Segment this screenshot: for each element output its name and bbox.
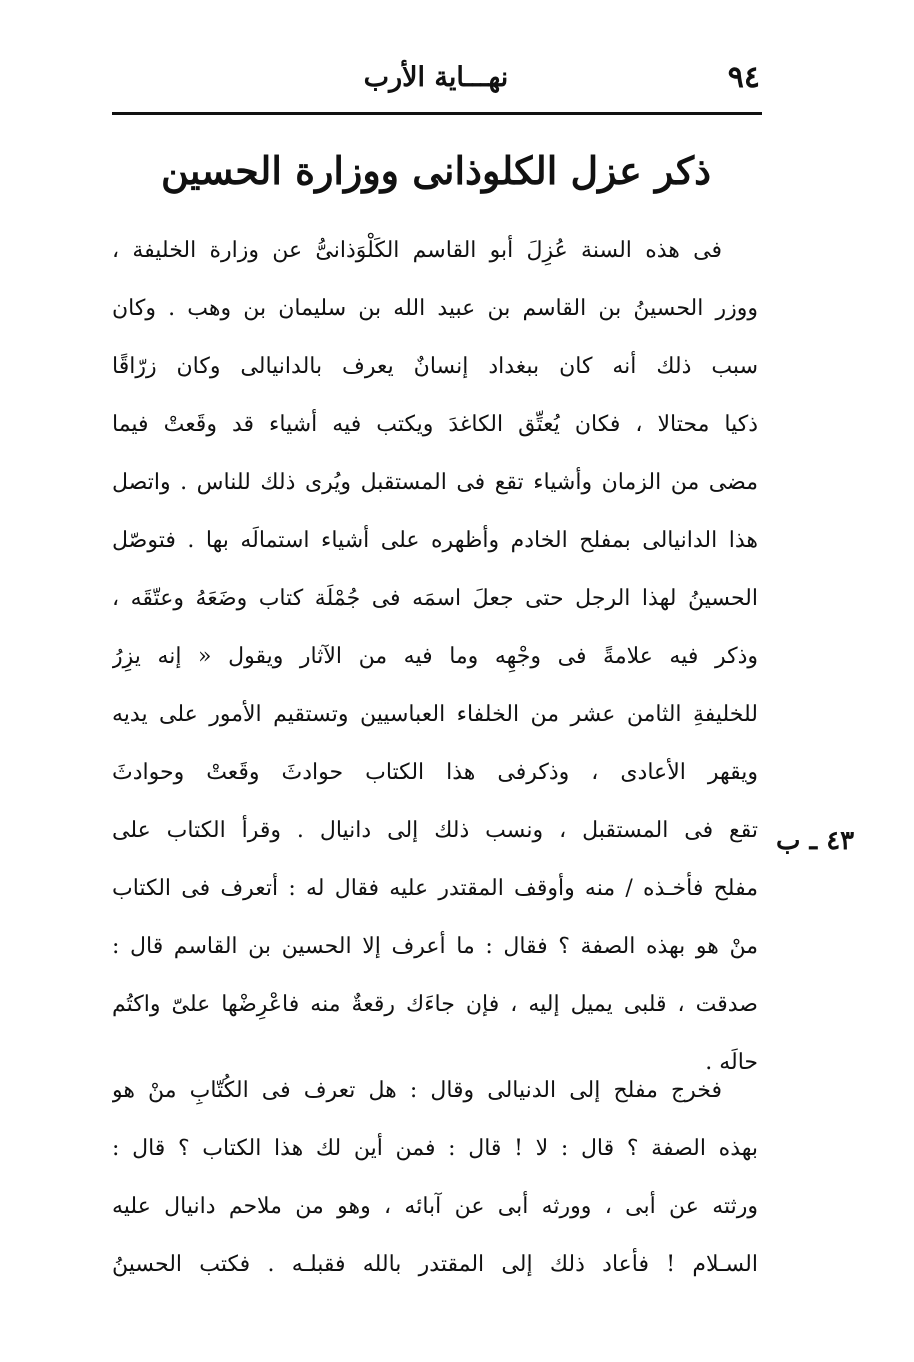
page-header (112, 58, 760, 110)
paragraph-2 (112, 1062, 758, 1294)
folio-margin-note: ٤٣ ـ ب (776, 826, 855, 856)
text-line: سبب ذلك أنه كان ببغداد إنسانٌ يعرف بالدانيالى وكان زرّاقًا (112, 354, 758, 379)
text-line: وذكر فيه علامةً فى وجْهِه وما فيه من الآثار ويقول « إنه يزِرُ (112, 644, 758, 669)
text-line: الحسينُ لهذا الرجل حتى جعلَ اسمَه فى جُمْلَة كتاب وضَعَهُ وعتّقَه ، (112, 586, 758, 611)
text-line: للخليفةِ الثامن عشر من الخلفاء العباسيين وتستقيم الأمور على يديه (112, 702, 758, 727)
page-number: ٩٤ (727, 60, 760, 95)
running-title: نهـــاية الأرب (363, 62, 509, 93)
text-line: تقع فى المستقبل ، ونسب ذلك إلى دانيال . وقرأ الكتاب على (112, 818, 758, 843)
text-line: بهذه الصفة ؟ قال : لا ! قال : فمن أين لك هذا الكتاب ؟ قال : (112, 1136, 758, 1161)
header-rule (112, 112, 762, 115)
text-line: ووزر الحسينُ بن القاسم بن عبيد الله بن سليمان بن وهب . وكان (112, 296, 758, 321)
text-line: حالَه . (705, 1050, 758, 1075)
text-line: مفلح فأخـذه / منه وأوقف المقتدر عليه فقال له : أتعرف فى الكتاب (112, 876, 758, 901)
text-line: ورثته عن أبى ، وورثه أبى عن آبائه ، وهو من ملاحم دانيال عليه (112, 1194, 758, 1219)
text-line: هذا الدانيالى بمفلح الخادم وأظهره على أشياء استمالَه بها . فتوصّل (112, 528, 758, 553)
text-line: ويقهر الأعادى ، وذكرفى هذا الكتاب حوادثَ وقَعتْ وحوادثَ (112, 760, 758, 785)
text-line: مضى من الزمان وأشياء تقع فى المستقبل ويُرى ذلك للناس . واتصل (112, 470, 758, 495)
paragraph-1 (112, 222, 758, 1092)
section-title: ذكر عزل الكلوذانى ووزارة الحسين (160, 148, 712, 193)
text-line: صدقت ، قلبى يميل إليه ، فإن جاءَك رقعةٌ منه فاعْرِضْها علىّ واكتُم (112, 992, 758, 1017)
text-line: فى هذه السنة عُزِلَ أبو القاسم الكَلْوَذانىُّ عن وزارة الخليفة ، (112, 238, 722, 263)
text-line: فخرج مفلح إلى الدنيالى وقال : هل تعرف فى الكُتّابِ منْ هو (112, 1078, 722, 1103)
text-line: السـلام ! فأعاد ذلك إلى المقتدر بالله فقبلـه . فكتب الحسينُ (112, 1252, 758, 1277)
text-line: ذكيا محتالا ، فكان يُعتِّق الكاغدَ ويكتب فيه أشياء قد وقَعتْ فيما (112, 412, 758, 437)
text-line: منْ هو بهذه الصفة ؟ فقال : ما أعرف إلا الحسين بن القاسم قال : (112, 934, 758, 959)
